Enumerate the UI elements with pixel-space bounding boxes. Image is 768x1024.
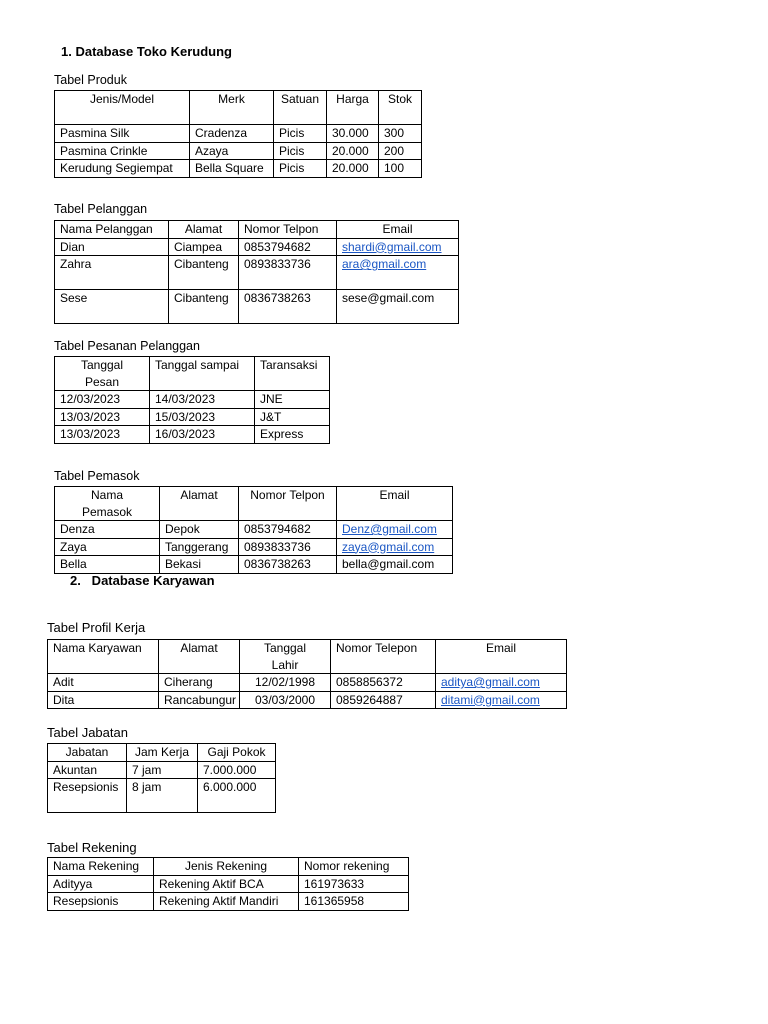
- pelanggan-table: [54, 220, 459, 324]
- table-cell: Picis: [274, 160, 327, 178]
- email-link[interactable]: ara@gmail.com: [342, 257, 427, 271]
- table-cell: Adityya: [48, 875, 154, 893]
- header-cell: Jabatan: [48, 744, 127, 762]
- table-cell: Resepsionis: [48, 779, 127, 813]
- table-row: [55, 408, 330, 426]
- table-cell: Denza: [55, 521, 160, 539]
- table-cell: [337, 256, 459, 290]
- table-cell: 20.000: [327, 142, 379, 160]
- table-row: [55, 290, 459, 324]
- pelanggan-caption: Tabel Pelanggan: [54, 202, 148, 216]
- table-header-row: [55, 91, 422, 125]
- header-cell: Email: [337, 221, 459, 239]
- table-cell: 161973633: [299, 875, 409, 893]
- header-cell: Gaji Pokok: [198, 744, 276, 762]
- email-link[interactable]: aditya@gmail.com: [441, 675, 540, 689]
- table-cell: 20.000: [327, 160, 379, 178]
- header-cell: Nama Rekening: [48, 858, 154, 876]
- table-cell: 0893833736: [239, 256, 337, 290]
- table-cell: Sese: [55, 290, 169, 324]
- table-row: [55, 125, 422, 143]
- table-cell: 0836738263: [239, 290, 337, 324]
- table-row: [48, 893, 409, 911]
- profil-caption: Tabel Profil Kerja: [47, 620, 146, 635]
- jabatan-table: [47, 743, 276, 813]
- header-cell: Satuan: [274, 91, 327, 125]
- header-cell: Jenis Rekening: [154, 858, 299, 876]
- table-cell: Express: [255, 426, 330, 444]
- table-cell: Ciherang: [159, 674, 240, 692]
- table-header-row: [55, 221, 459, 239]
- header-cell: Tanggal sampai: [150, 357, 255, 391]
- table-cell: Pasmina Silk: [55, 125, 190, 143]
- table-row: [48, 674, 567, 692]
- rekening-caption: Tabel Rekening: [47, 840, 137, 855]
- table-header-row: [55, 357, 330, 391]
- table-cell: Rancabungur: [159, 691, 240, 709]
- table-header-row: [55, 487, 453, 521]
- header-cell: Alamat: [169, 221, 239, 239]
- table-cell: Dian: [55, 238, 169, 256]
- header-cell: Tanggal Pesan: [55, 357, 150, 391]
- email-link[interactable]: ditami@gmail.com: [441, 692, 540, 707]
- header-cell: Alamat: [160, 487, 239, 521]
- table-cell: [337, 238, 459, 256]
- table-row: [55, 391, 330, 409]
- table-cell: 14/03/2023: [150, 391, 255, 409]
- table-cell: 12/03/2023: [55, 391, 150, 409]
- header-cell: Tanggal Lahir: [240, 640, 331, 674]
- table-cell: Rekening Aktif Mandiri: [154, 893, 299, 911]
- pemasok-caption: Tabel Pemasok: [54, 469, 140, 483]
- profil-table: [47, 639, 567, 709]
- table-row: [55, 538, 453, 556]
- table-row: [55, 521, 453, 539]
- table-cell: Picis: [274, 125, 327, 143]
- table-cell: Bella: [55, 556, 160, 574]
- table-row: [55, 238, 459, 256]
- table-cell: 300: [379, 125, 422, 143]
- table-cell: Rekening Aktif BCA: [154, 875, 299, 893]
- table-cell: 0853794682: [239, 521, 337, 539]
- table-row: [48, 875, 409, 893]
- produk-table: [54, 90, 422, 178]
- table-cell: Cibanteng: [169, 256, 239, 290]
- table-cell: 13/03/2023: [55, 408, 150, 426]
- table-cell: Zaya: [55, 538, 160, 556]
- table-cell: Azaya: [190, 142, 274, 160]
- table-cell: Resepsionis: [48, 893, 154, 911]
- table-cell: Bekasi: [160, 556, 239, 574]
- header-cell: Nama Karyawan: [48, 640, 159, 674]
- table-cell: Cradenza: [190, 125, 274, 143]
- table-cell: J&T: [255, 408, 330, 426]
- header-cell: Nomor Telepon: [331, 640, 436, 674]
- header-cell: Harga: [327, 91, 379, 125]
- header-cell: Nomor Telpon: [239, 487, 337, 521]
- table-cell: [337, 538, 453, 556]
- table-cell: 30.000: [327, 125, 379, 143]
- table-cell: 0893833736: [239, 538, 337, 556]
- table-row: [48, 691, 567, 709]
- email-link[interactable]: shardi@gmail.com: [342, 239, 442, 254]
- table-cell: bella@gmail.com: [337, 556, 453, 574]
- produk-caption: Tabel Produk: [54, 73, 127, 87]
- table-cell: Adit: [48, 674, 159, 692]
- table-cell: 0853794682: [239, 238, 337, 256]
- table-row: [55, 142, 422, 160]
- header-cell: Stok: [379, 91, 422, 125]
- table-row: [48, 761, 276, 779]
- header-cell: Taransaksi: [255, 357, 330, 391]
- table-cell: [337, 521, 453, 539]
- header-cell: Nomor Telpon: [239, 221, 337, 239]
- table-cell: 0836738263: [239, 556, 337, 574]
- table-row: [55, 426, 330, 444]
- section-1-title: 1. Database Toko Kerudung: [61, 44, 232, 59]
- header-cell: Jenis/Model: [55, 91, 190, 125]
- header-cell: Nomor rekening: [299, 858, 409, 876]
- table-cell: Dita: [48, 691, 159, 709]
- table-cell: sese@gmail.com: [337, 290, 459, 324]
- table-cell: 15/03/2023: [150, 408, 255, 426]
- table-cell: Cibanteng: [169, 290, 239, 324]
- table-cell: 100: [379, 160, 422, 178]
- header-cell: Alamat: [159, 640, 240, 674]
- header-cell: Merk: [190, 91, 274, 125]
- header-cell: Email: [337, 487, 453, 521]
- pemasok-table: [54, 486, 453, 574]
- table-cell: Ciampea: [169, 238, 239, 256]
- table-header-row: [48, 858, 409, 876]
- table-cell: Pasmina Crinkle: [55, 142, 190, 160]
- table-cell: JNE: [255, 391, 330, 409]
- table-cell: Akuntan: [48, 761, 127, 779]
- table-cell: 7.000.000: [198, 761, 276, 779]
- pesanan-caption: Tabel Pesanan Pelanggan: [54, 339, 200, 353]
- jabatan-caption: Tabel Jabatan: [47, 725, 128, 740]
- table-cell: Bella Square: [190, 160, 274, 178]
- email-link[interactable]: Denz@gmail.com: [342, 522, 437, 536]
- table-cell: [436, 691, 567, 709]
- table-row: [55, 556, 453, 574]
- section-2-title: 2. Database Karyawan: [70, 573, 215, 588]
- table-cell: 7 jam: [127, 761, 198, 779]
- table-cell: 8 jam: [127, 779, 198, 813]
- table-cell: [436, 674, 567, 692]
- table-cell: 200: [379, 142, 422, 160]
- table-cell: 03/03/2000: [240, 691, 331, 709]
- table-cell: Kerudung Segiempat: [55, 160, 190, 178]
- table-cell: Depok: [160, 521, 239, 539]
- header-cell: Nama Pemasok: [55, 487, 160, 521]
- header-cell: Nama Pelanggan: [55, 221, 169, 239]
- rekening-table: [47, 857, 409, 911]
- table-cell: 161365958: [299, 893, 409, 911]
- table-cell: 6.000.000: [198, 779, 276, 813]
- table-cell: 0858856372: [331, 674, 436, 692]
- header-cell: Jam Kerja: [127, 744, 198, 762]
- header-cell: Email: [436, 640, 567, 674]
- table-cell: 13/03/2023: [55, 426, 150, 444]
- table-cell: Zahra: [55, 256, 169, 290]
- table-row: [55, 256, 459, 290]
- table-cell: 12/02/1998: [240, 674, 331, 692]
- table-cell: 16/03/2023: [150, 426, 255, 444]
- table-header-row: [48, 744, 276, 762]
- pesanan-table: [54, 356, 330, 444]
- table-header-row: [48, 640, 567, 674]
- table-cell: 0859264887: [331, 691, 436, 709]
- table-row: [55, 160, 422, 178]
- table-cell: Tanggerang: [160, 538, 239, 556]
- table-row: [48, 779, 276, 813]
- email-link[interactable]: zaya@gmail.com: [342, 539, 435, 554]
- table-cell: Picis: [274, 142, 327, 160]
